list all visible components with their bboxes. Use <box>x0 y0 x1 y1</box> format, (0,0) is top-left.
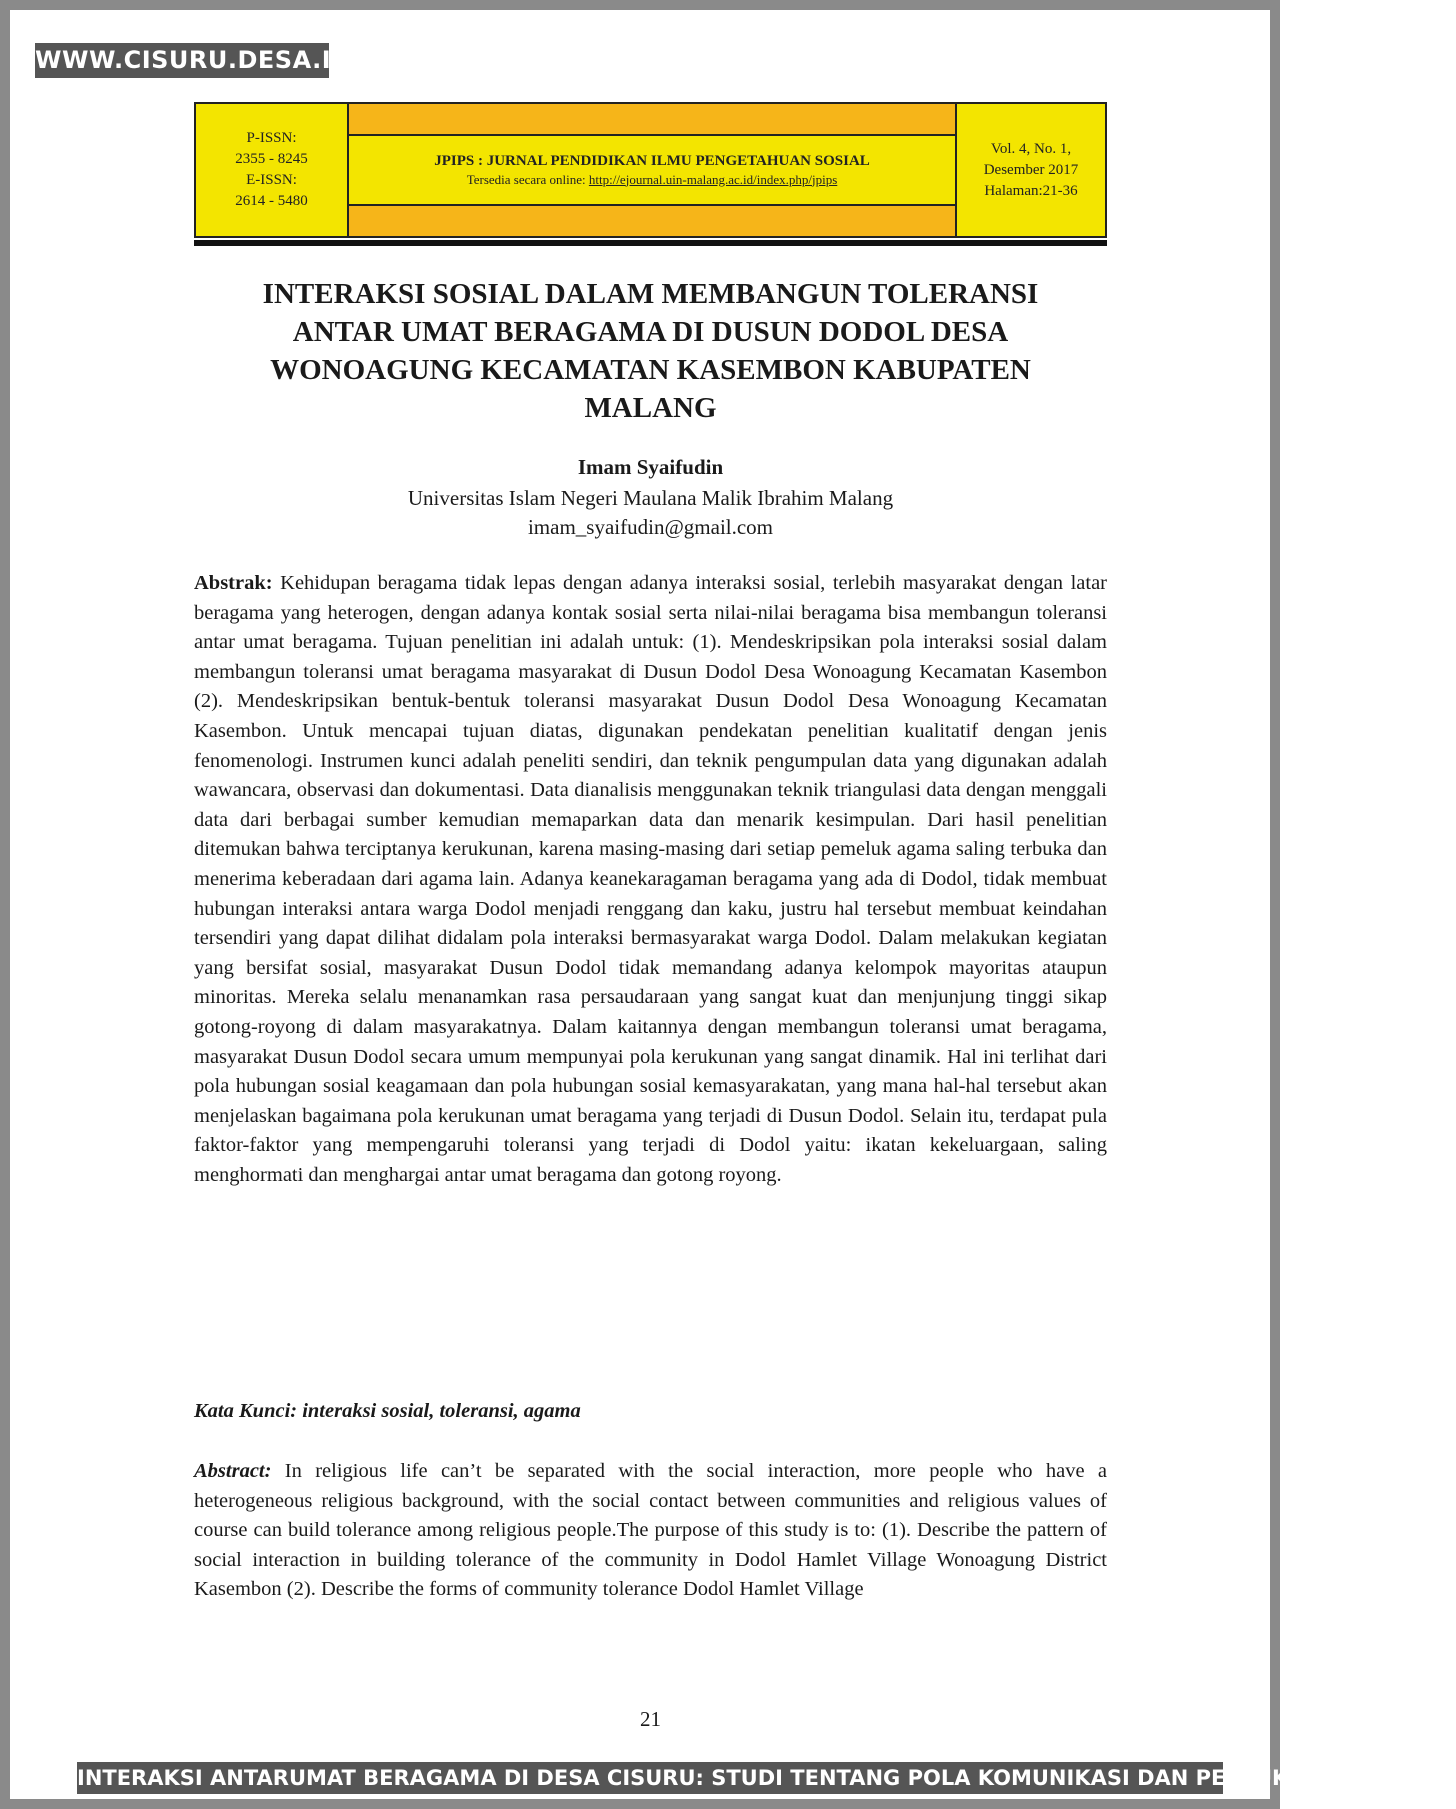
journal-name: JPIPS : JURNAL PENDIDIKAN ILMU PENGETAHUAN SOSIAL <box>434 152 870 169</box>
header-band-top <box>349 104 955 134</box>
abstrak-label: Abstrak: <box>194 572 273 594</box>
volume-line: Desember 2017 <box>983 161 1079 178</box>
issn-line: E-ISSN: <box>246 172 297 188</box>
volume-line: Halaman:21-36 <box>984 182 1078 199</box>
issn-line: P-ISSN: <box>246 130 297 146</box>
issn-block <box>196 104 349 236</box>
abstrak-text: Kehidupan beragama tidak lepas dengan adanya interaksi sosial, terlebih masyarakat dengan latar beragama yang heterogen, dengan adanya kontak sosial serta nilai-nilai beragama bisa membangun toleransi antar umat beragama. Tujuan penelitian ini adalah untuk: (1). Mendeskripsikan pola interaksi sosial dalam membangun toleransi umat beragama masyarakat di Dusun Dodol Desa Wonoagung Kecamatan Kasembon (2). Mendeskripsikan bentuk-bentuk toleransi masyarakat Dusun Dodol Desa Wonoagung Kecamatan Kasembon. Untuk mencapai tujuan diatas, digunakan pendekatan penelitian kualitatif dengan jenis fenomenologi. Instrumen kunci adalah peneliti sendiri, dan teknik pengumpulan data yang digunakan adalah wawancara, observasi dan dokumentasi. Data dianalisis menggunakan teknik triangulasi data dengan menggali data dari berbagai sumber kemudian memaparkan data dan menarik kesimpulan. Dari hasil penelitian ditemukan bahwa terciptanya kerukunan, karena masing-masing dari setiap pemeluk agama saling terbuka dan menerima keberadaan dari agama lain. Adanya keanekaragaman beragama yang ada di Dodol, tidak membuat hubungan interaksi antara warga Dodol menjadi renggang dan kaku, justru hal tersebut membuat keindahan tersendiri yang dapat dilihat didalam pola interaksi bermasyarakat warga Dodol. Dalam melakukan kegiatan yang bersifat sosial, masyarakat Dusun Dodol tidak memandang adanya kelompok mayoritas ataupun minoritas. Mereka selalu menanamkan rasa persaudaraan yang sangat kuat dan menjunjung tinggi sikap gotong-royong di dalam masyarakatnya. Dalam kaitannya dengan membangun toleransi umat beragama, masyarakat Dusun Dodol secara umum mempunyai pola kerukunan yang sangat dinamik. Hal ini terlihat dari pola hubungan sosial keagamaan dan pola hubungan sosial kemasyarakatan, yang mana hal-hal tersebut akan menjelaskan bagaimana pola kerukunan umat beragama yang terjadi di Dusun Dodol. Selain itu, terdapat pula faktor-faktor yang mempengaruhi toleransi yang terjadi di Dodol yaitu: ikatan kekeluargaan, saling menghormati dan menghargai antar umat beragama dan gotong royong. <box>194 572 1108 1186</box>
header-band-bottom <box>349 206 955 236</box>
site-watermark: WWW.CISURU.DESA.ID <box>35 43 329 78</box>
online-label: Tersedia secara online: <box>466 171 586 187</box>
title-line: INTERAKSI SOSIAL DALAM MEMBANGUN TOLERANSI <box>262 278 1039 310</box>
title-line: MALANG <box>584 392 717 424</box>
abstract-text: In religious life can’t be separated with the social interaction, more people who have a heterogeneous religious background, with the social contact between communities and religious values of course can build tolerance among religious people.The purpose of this study is to: (1). Describe the pattern of social interaction in building tolerance of the community in Dodol Hamlet Village Wonoagung District Kasembon (2). Describe the forms of community tolerance Dodol Hamlet Village <box>194 1460 1107 1601</box>
volume-block <box>955 104 1105 236</box>
issn-line: 2614 - 5480 <box>235 193 308 209</box>
journal-title-block <box>349 104 955 236</box>
author-name: Imam Syaifudin <box>577 455 724 479</box>
title-line: WONOAGUNG KECAMATAN KASEMBON KABUPATEN <box>270 354 1031 386</box>
keywords: Kata Kunci: interaksi sosial, toleransi, agama <box>194 1400 581 1422</box>
online-availability <box>467 172 838 188</box>
volume-line: Vol. 4, No. 1, <box>990 140 1072 157</box>
abstrak-paragraph <box>194 569 1107 1190</box>
journal-url-link[interactable]: http://ejournal.uin-malang.ac.id/index.php/jpips <box>588 171 838 187</box>
image-caption: INTERAKSI ANTARUMAT BERAGAMA DI DESA CISURU: STUDI TENTANG POLA KOMUNIKASI DAN PERTUKARAN BUDAYA <box>77 1762 1223 1794</box>
abstract-paragraph <box>194 1457 1107 1605</box>
title-line: ANTAR UMAT BERAGAMA DI DUSUN DODOL DESA <box>292 316 1009 348</box>
issn-line: 2355 - 8245 <box>235 151 308 167</box>
author-email: imam_syaifudin@gmail.com <box>527 515 774 539</box>
header-divider <box>194 240 1107 246</box>
author-affiliation: Universitas Islam Negeri Maulana Malik Ibrahim Malang <box>407 486 894 510</box>
journal-name-box <box>349 134 955 206</box>
page-number: 21 <box>640 1707 661 1731</box>
paper-title <box>194 275 1107 427</box>
abstract-label: Abstract: <box>194 1460 272 1482</box>
journal-header <box>194 102 1107 238</box>
